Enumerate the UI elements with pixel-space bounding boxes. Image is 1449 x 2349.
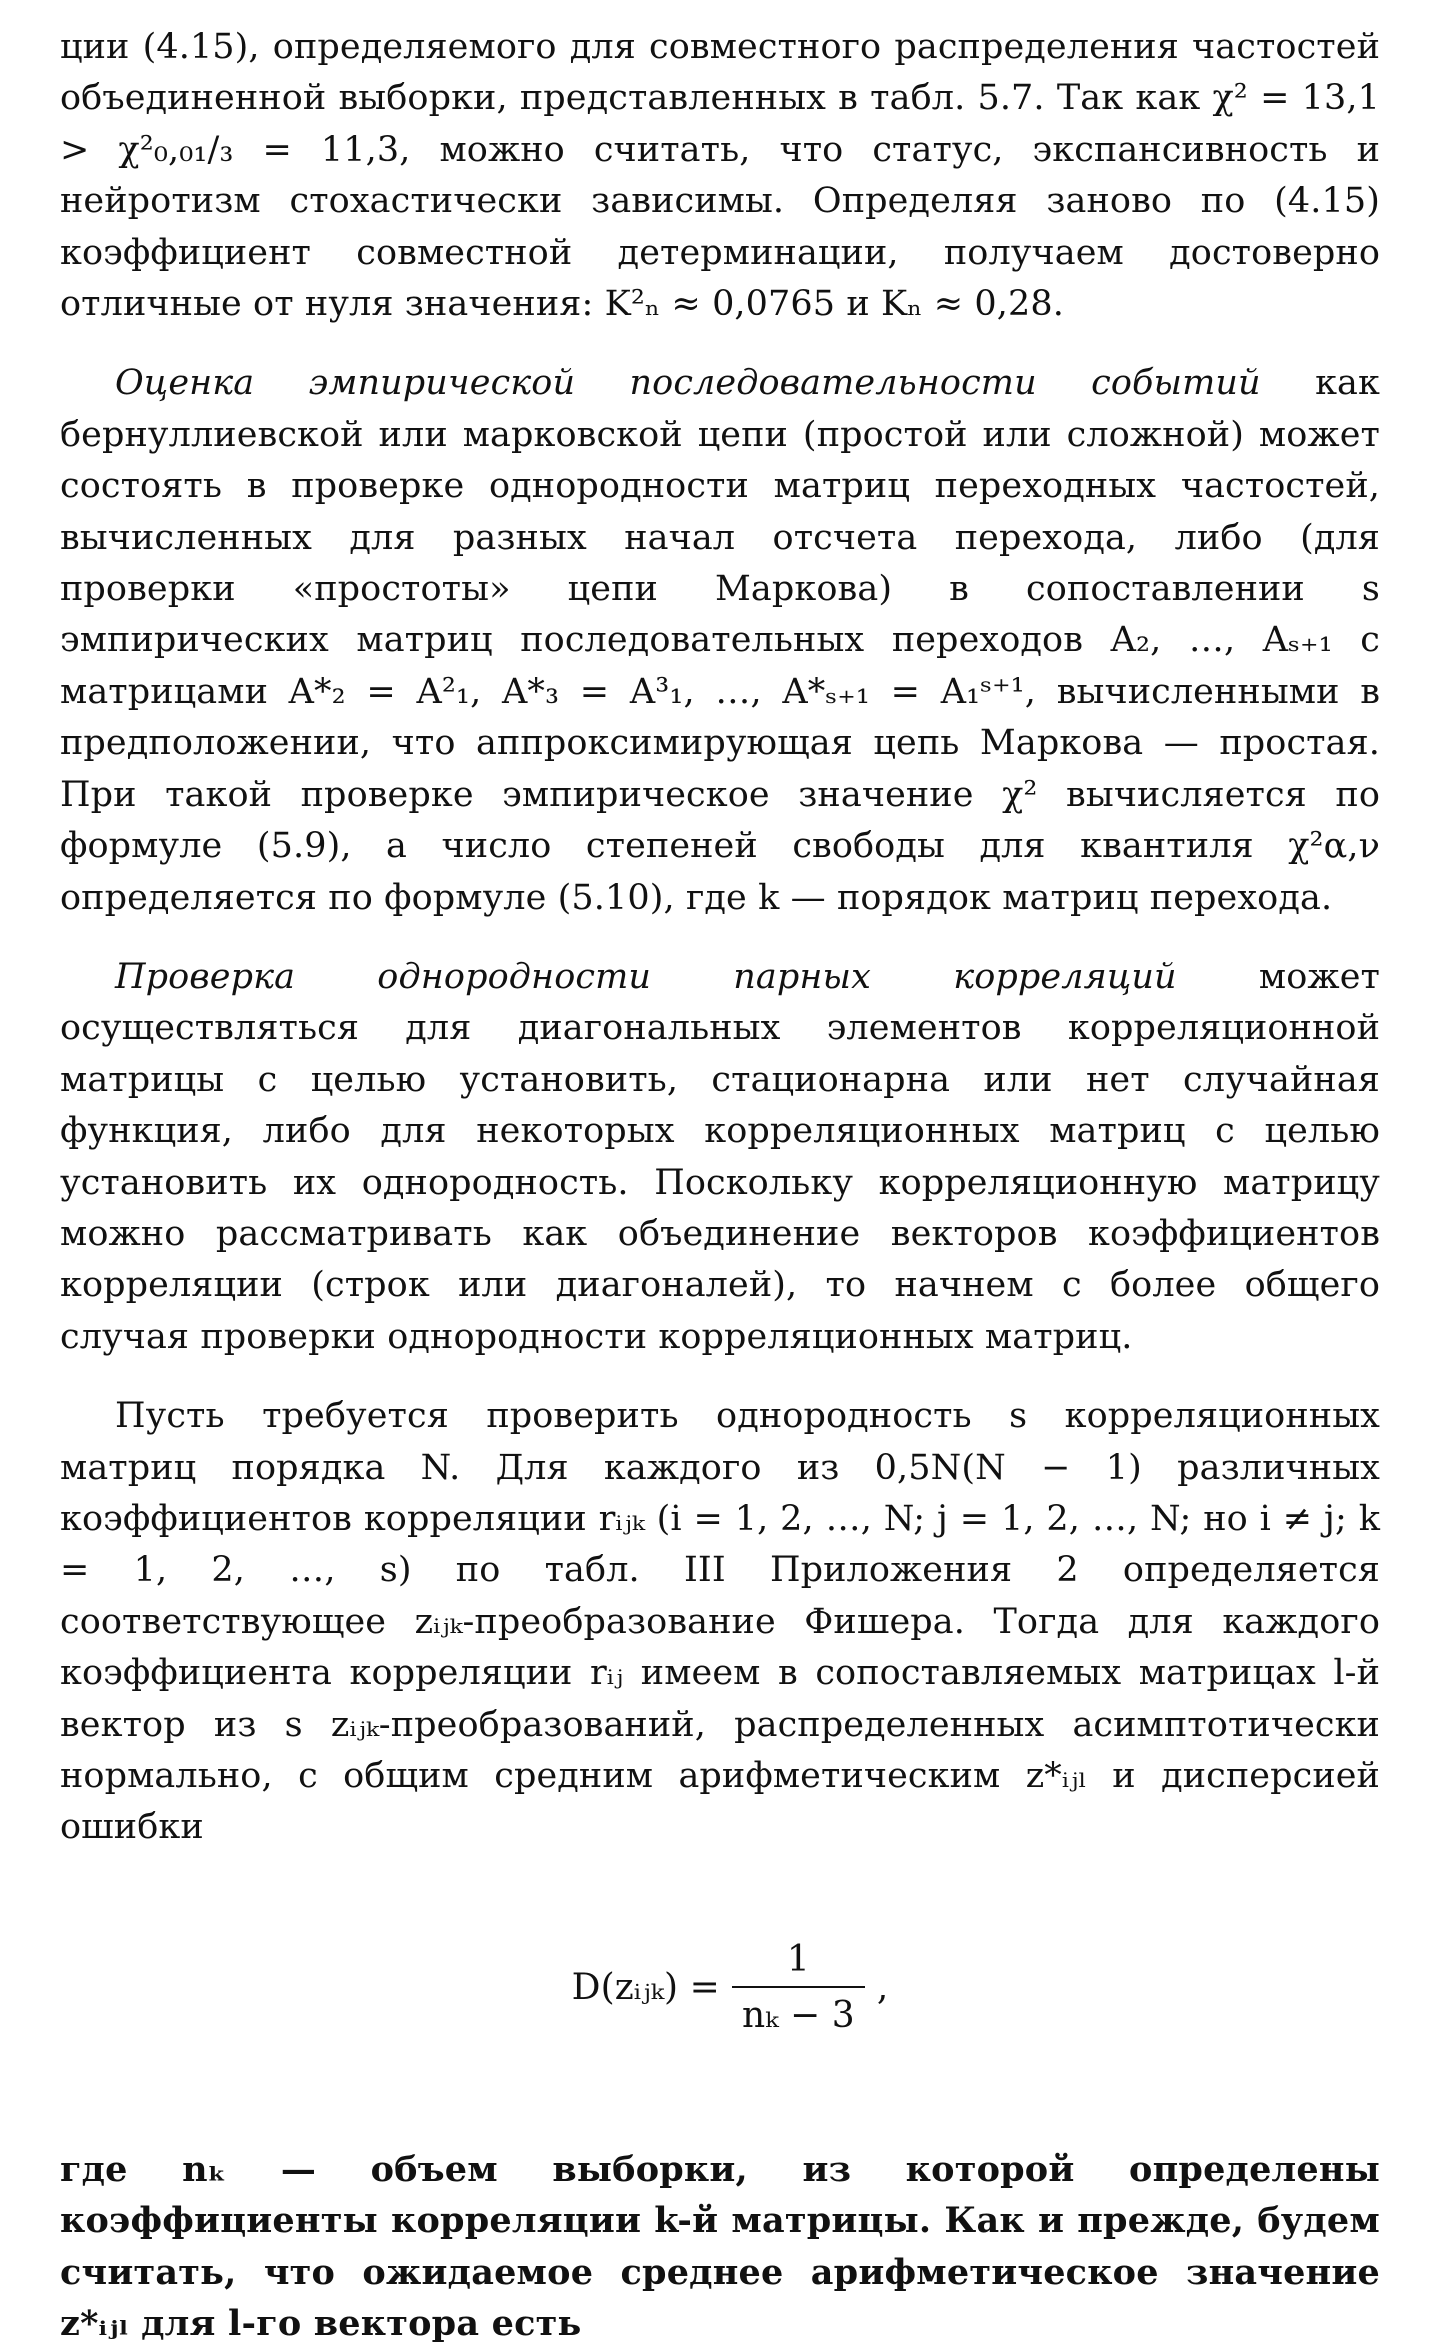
paragraph-3-body: может осуществляться для диагональных элементов корреляционной матрицы с целью установить, стационарна или нет случайная функция, либо для некоторых корреляционных матриц с целью установить их однородность. Поскольку корреляционную матрицу можно рассматривать как объединение векторов коэффициентов корреляции (строк или диагоналей), то начнем с более общего случая проверки однородности корреляционных матриц.: [60, 956, 1380, 1357]
formula-denominator: nₖ − 3: [741, 1994, 855, 2036]
paragraph-5: где nₖ — объем выборки, из которой определены коэффициенты корреляции k-й матрицы. Как и прежде, будем считать, что ожидаемое среднее арифметическое значение z*ᵢⱼₗ для l-го вектора есть: [60, 2148, 1380, 2345]
formula-fraction: [732, 1938, 865, 2036]
paragraph-3: [60, 952, 1380, 1363]
formula-trailing-comma: ,: [876, 1966, 889, 2008]
document-page: [60, 22, 1380, 2349]
paragraph-1: ции (4.15), определяемого для совместного распределения частостей объединенной выборки, представленных в табл. 5.7. Так как χ² = 13,1 > χ²₀,₀₁/₃ = 11,3, можно считать, что статус, экспансивность и нейротизм стохастически зависимы. Определяя заново по (4.15) коэффициент совместной детерминации, получаем достоверно отличные от нуля значения: K²ₙ ≈ 0,0765 и Kₙ ≈ 0,28.: [60, 27, 1380, 325]
display-formula: [60, 1938, 1380, 2052]
paragraph-2: [60, 358, 1380, 923]
paragraph-4: Пусть требуется проверить однородность s корреляционных матриц порядка N. Для каждого из 0,5N(N − 1) различных коэффициентов корреляции rᵢⱼₖ (i = 1, 2, …, N; j = 1, 2, …, N; но i ≠ j; k = 1, 2, …, s) по табл. III Приложения 2 определяется соответствующее zᵢⱼₖ-преобразование Фишера. Тогда для каждого коэффициента корреляции rᵢⱼ имеем в сопоставляемых матрицах l-й вектор из s zᵢⱼₖ-преобразований, распределенных асимптотически нормально, с общим средним арифметическим z*ᵢⱼₗ и дисперсией ошибки: [60, 1396, 1380, 1848]
paragraph-2-italic-lead: Оценка эмпирической последовательности событий: [115, 363, 1261, 404]
formula-lhs: D(zᵢⱼₖ) =: [571, 1966, 720, 2008]
paragraph-3-italic-lead: Проверка однородности парных корреляций: [115, 956, 1177, 997]
paragraph-2-body: как бернуллиевской или марковской цепи (простой или сложной) может состоять в проверке однородности матриц переходных частостей, вычисленных для разных начал отсчета перехода, либо (для проверки «простоты» цепи Маркова) в сопоставлении s эмпирических матриц последовательных переходов A₂, …, Aₛ₊₁ с матрицами A*₂ = A²₁, A*₃ = A³₁, …, A*ₛ₊₁ = A₁ˢ⁺¹, вычисленными в предположении, что аппроксимирующая цепь Маркова — простая. При такой проверке эмпирическое значение χ² вычисляется по формуле (5.9), а число степеней свободы для квантиля χ²α,ν определяется по формуле (5.10), где k — порядок матриц перехода.: [60, 363, 1380, 918]
formula-numerator: 1: [786, 1938, 810, 1980]
formula-expression: [571, 1938, 889, 2036]
